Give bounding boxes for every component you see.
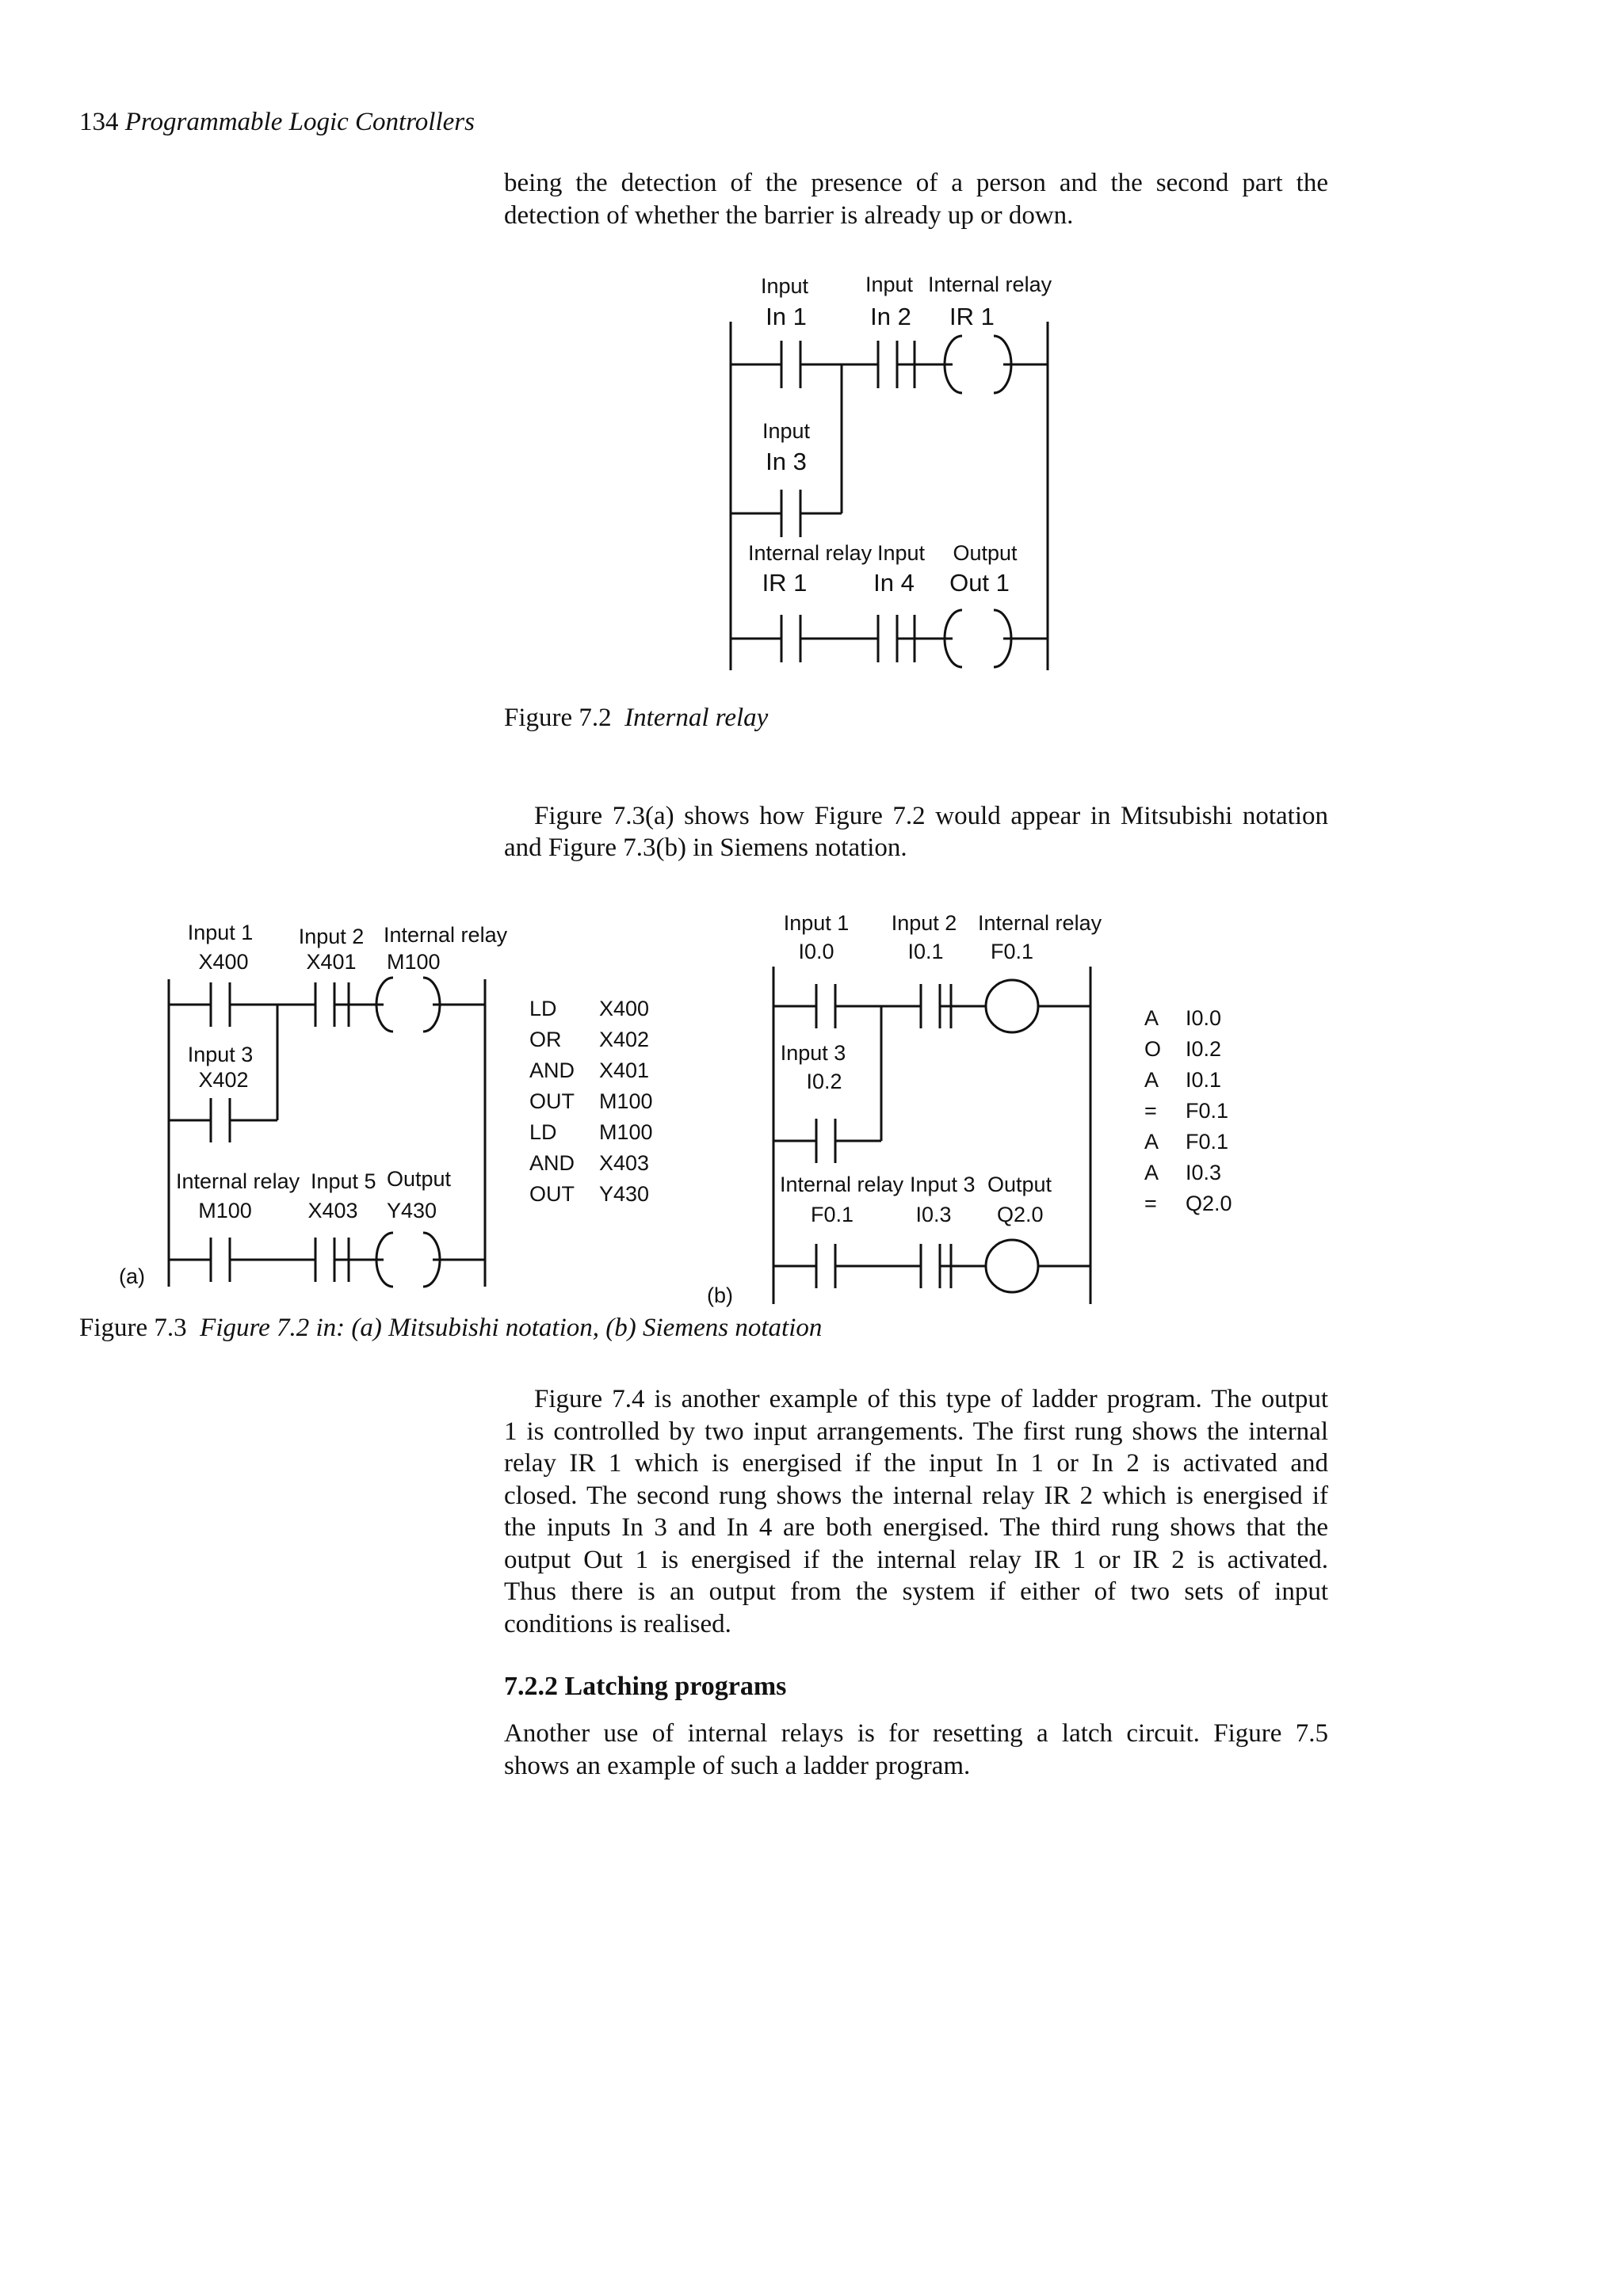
label-ir-type: Internal relay	[928, 273, 1052, 296]
label-in4-type: Input	[877, 541, 926, 565]
statement-op: A	[1144, 1006, 1159, 1030]
paragraph-line: detection of whether the barrier is already up or down.	[504, 200, 1074, 230]
paragraph-line: the inputs In 3 and In 4 are both energised. The third rung shows that the	[504, 1513, 1328, 1542]
paragraph-line: output Out 1 is energised if the internal relay IR 1 or IR 2 is activated.	[504, 1545, 1328, 1574]
book-title: Programmable Logic Controllers	[124, 108, 475, 136]
label-in1-addr: X400	[198, 950, 249, 974]
caption-number: Figure 7.2	[504, 704, 612, 732]
label-in1-name: In 1	[766, 303, 807, 330]
statement-operand: X402	[599, 1028, 650, 1051]
statement-operand: F0.1	[1186, 1130, 1229, 1154]
statement-operand: M100	[599, 1089, 653, 1113]
statement-list-siemens	[1144, 1006, 1232, 1215]
statement-operand: I0.1	[1186, 1068, 1222, 1092]
section-heading: 7.2.2 Latching programs	[504, 1672, 787, 1701]
statement-operand: Q2.0	[1186, 1192, 1232, 1215]
statement-op: LD	[529, 997, 557, 1020]
caption-number: Figure 7.3	[79, 1314, 187, 1342]
label-in3b-type: Input 3	[910, 1173, 976, 1196]
paragraph-line: Figure 7.3(a) shows how Figure 7.2 would appear in Mitsubishi notation	[534, 802, 1328, 830]
statement-op: =	[1144, 1099, 1157, 1123]
paragraph-line: Thus there is an output from the system if either of two sets of input	[504, 1577, 1328, 1606]
paragraph-line: being the detection of the presence of a person and the second part the	[504, 169, 1328, 197]
label-in5-addr: X403	[307, 1199, 358, 1222]
label-ir1-type: Internal relay	[748, 541, 873, 565]
statement-operand: F0.1	[1186, 1099, 1229, 1123]
label-ir-addr: M100	[387, 950, 441, 974]
label-in1-addr: I0.0	[798, 940, 834, 963]
label-in2-addr: I0.1	[907, 940, 944, 963]
statement-op: A	[1144, 1130, 1159, 1154]
statement-operand: X400	[599, 997, 650, 1020]
label-in1-type: Input 1	[187, 921, 254, 944]
label-in2-type: Input 2	[891, 911, 957, 935]
label-in3-addr: X402	[198, 1068, 249, 1092]
panel-label-a: (a)	[119, 1264, 145, 1288]
page-number: 134	[79, 108, 119, 136]
statement-operand: M100	[599, 1120, 653, 1144]
label-out-type: Output	[953, 541, 1018, 565]
label-in3b-addr: I0.3	[915, 1203, 952, 1226]
label-out-name: Out 1	[949, 569, 1010, 597]
coil-f01-circle	[986, 980, 1038, 1032]
label-in2-type: Input 2	[298, 925, 365, 948]
paragraph-figure-7-4	[504, 1383, 1328, 1640]
caption-title: Figure 7.2 in: (a) Mitsubishi notation, (b) Siemens notation	[200, 1314, 823, 1342]
paragraph-line: 1 is controlled by two input arrangements. The first rung shows the internal	[504, 1417, 1328, 1446]
statement-operand: I0.2	[1186, 1037, 1222, 1061]
label-in3-name: In 3	[766, 448, 807, 475]
label-ir1-addr: F0.1	[810, 1203, 854, 1226]
label-ir-addr: F0.1	[991, 940, 1034, 963]
label-in1-type: Input 1	[783, 911, 850, 935]
label-ir1-type: Internal relay	[176, 1169, 300, 1193]
statement-op: AND	[529, 1151, 575, 1175]
label-ir1-name: IR 1	[762, 569, 808, 597]
label-out-type: Output	[987, 1173, 1052, 1196]
panel-label-b: (b)	[707, 1283, 733, 1307]
statement-op: =	[1144, 1192, 1157, 1215]
statement-operand: I0.0	[1186, 1006, 1222, 1030]
label-in1-type: Input	[760, 274, 809, 298]
label-out-addr: Q2.0	[997, 1203, 1044, 1226]
statement-operand: X403	[599, 1151, 650, 1175]
statement-operand: I0.3	[1186, 1161, 1222, 1184]
statement-op: A	[1144, 1068, 1159, 1092]
paragraph-line: conditions is realised.	[504, 1609, 731, 1638]
label-in3-type: Input 3	[187, 1043, 254, 1066]
label-in3-type: Input	[762, 419, 811, 443]
caption-title: Internal relay	[624, 704, 769, 732]
statement-operand: X401	[599, 1058, 650, 1082]
paragraph-line: Figure 7.4 is another example of this type of ladder program. The output	[534, 1385, 1328, 1413]
label-ir1-addr: M100	[198, 1199, 252, 1222]
coil-q20-circle	[986, 1240, 1038, 1292]
statement-op: AND	[529, 1058, 575, 1082]
label-ir-name: IR 1	[949, 303, 995, 330]
paragraph-latching	[504, 1718, 1328, 1782]
label-ir-type: Internal relay	[978, 911, 1102, 935]
paragraph-line: and Figure 7.3(b) in Siemens notation.	[504, 833, 907, 862]
label-in3-addr: I0.2	[806, 1070, 842, 1093]
statement-op: A	[1144, 1161, 1159, 1184]
label-ir1-type: Internal relay	[780, 1173, 904, 1196]
label-in2-type: Input	[865, 273, 914, 296]
label-in3-type: Input 3	[780, 1041, 846, 1065]
statement-op: OUT	[529, 1089, 575, 1113]
statement-operand: Y430	[599, 1182, 650, 1206]
label-in2-addr: X401	[306, 950, 357, 974]
statement-op: LD	[529, 1120, 557, 1144]
statement-op: OUT	[529, 1182, 575, 1206]
paragraph-line: relay IR 1 which is energised if the input In 1 or In 2 is activated and	[504, 1449, 1328, 1478]
paragraph-line: shows an example of such a ladder program.	[504, 1751, 971, 1780]
paragraph-line: Another use of internal relays is for resetting a latch circuit. Figure 7.5	[504, 1719, 1328, 1748]
label-out-addr: Y430	[387, 1199, 437, 1222]
label-in2-name: In 2	[870, 303, 911, 330]
label-out-type: Output	[387, 1167, 452, 1191]
label-in4-name: In 4	[873, 569, 915, 597]
figure-7-3-caption	[79, 1314, 822, 1343]
statement-op: OR	[529, 1028, 562, 1051]
statement-op: O	[1144, 1037, 1162, 1061]
label-ir-type: Internal relay	[384, 923, 508, 947]
paragraph-line: closed. The second rung shows the internal relay IR 2 which is energised if	[504, 1481, 1328, 1510]
label-in5-type: Input 5	[311, 1169, 376, 1193]
